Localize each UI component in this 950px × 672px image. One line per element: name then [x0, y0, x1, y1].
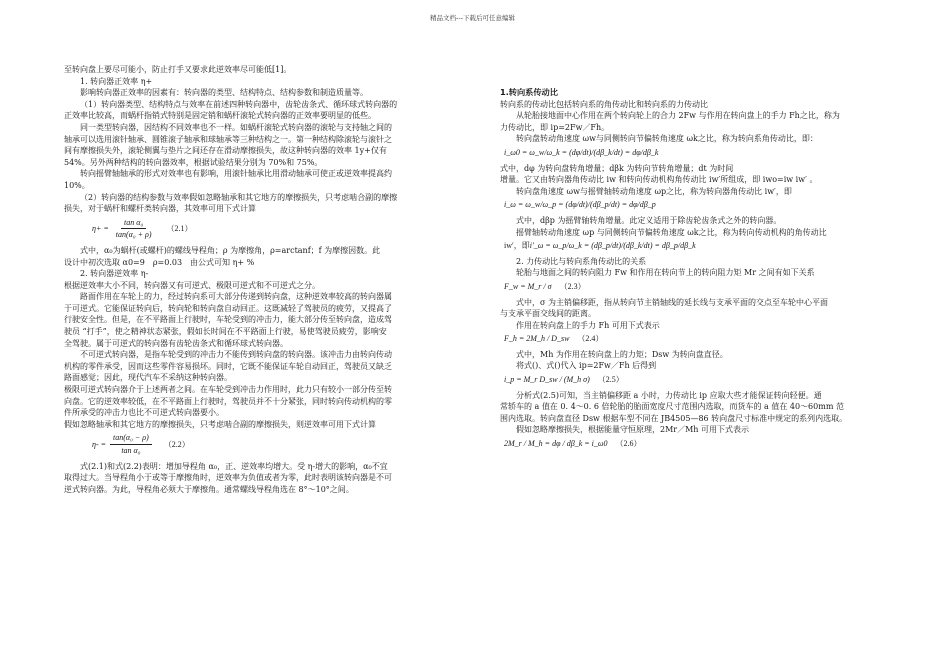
right-paragraph-line: 转向系的传动比包括转向系的角传动比和转向系的力传动比 — [500, 99, 708, 109]
left-paragraph-line: 损失，对于蜗杆和螺杆类转向器，其效率可用下式计算 — [64, 204, 256, 214]
left-paragraph-line: 根据逆效率大小不同，转向器又有可逆式、极限可逆式和不可逆式之分。 — [64, 280, 320, 290]
formula-2-5: i_p = M_r D_sw / (M_h σ) （2.5） — [504, 375, 624, 385]
formula-2-6: 2M_r / M_h = dφ / dβ_k = i_ω0 （2.6） — [504, 439, 642, 449]
left-paragraph-line: 路面感觉；因此，现代汽车不采纳这种转向器。 — [64, 373, 232, 383]
left-paragraph-line: 10%。 — [64, 180, 90, 190]
left-paragraph-line: 间有摩擦损失外，滚轮侧翼与垫片之间还存在滑动摩擦损失，故这种转向器的效率 1y+仅有 — [64, 146, 387, 156]
right-paragraph-line: 将式()、式()代入 ip=2Fw／Fh 后得到 — [516, 361, 657, 371]
right-paragraph-line: 与支承平面交线间的距离。 — [500, 309, 596, 319]
left-paragraph-line: 不可逆式转向器，是指车轮受到的冲击力不能传到转向盘的转向器。该冲击力由转向传动 — [80, 350, 392, 360]
right-paragraph-line: 2. 力传动比与转向系角传动比的关系 — [516, 256, 647, 266]
left-paragraph-line: 路面作用在车轮上的力，经过转向系可大部分传递到转向盘，这种逆效率较高的转向器属 — [80, 292, 392, 302]
right-paragraph-line: 作用在转向盘上的手力 Fh 可用下式表示 — [516, 320, 660, 330]
left-paragraph-line: 影响转向器正效率的因素有：转向器的类型、结构特点、结构参数和制造质量等。 — [80, 88, 368, 98]
left-paragraph-line: 假如忽略轴承和其它地方的摩擦损失，只考虑啮合副的摩擦损失，则逆效率可用下式计算 — [64, 419, 376, 429]
right-paragraph-line: 式中，dβp 为摇臂轴转角增量。此定义适用于除齿轮齿条式之外的转向器。 — [516, 215, 782, 225]
left-paragraph-line: 向盘。它的逆效率较低，在不平路面上行驶时，驾驶员并不十分紧张，同时转向传动机构的零 — [64, 396, 392, 406]
left-paragraph-line: 极限可逆式转向器介于上述两者之间。在车轮受到冲击力作用时，此力只有较小一部分传至转 — [64, 385, 392, 395]
right-paragraph-line: 力传动比，即 ip=2Fw／Fh。 — [500, 122, 610, 132]
formula-2-4: F_h = 2M_h / D_sw （2.4） — [504, 334, 604, 344]
left-paragraph-line: 轴承可以选用滚针轴承、圆锥滚子轴承和球轴承等三种结构之一。第一种结构除滚轮与滚针之 — [64, 134, 392, 144]
left-column — [64, 64, 477, 495]
right-paragraph-line: 轮胎与地面之间的转向阻力 Fw 和作用在转向节上的转向阻力矩 Mr 之间有如下关系 — [516, 268, 815, 278]
right-column — [500, 87, 898, 454]
left-paragraph-line: 式中，α₀为蜗杆(或螺杆)的螺线导程角；ρ 为摩擦角，ρ=arctanf；f 为摩擦因数。此 — [80, 245, 381, 255]
left-paragraph-line: 正效率比较高，而蜗杆指销式特别是固定销和蜗杆滚轮式转向器的正效率要明显的低些。 — [64, 111, 376, 121]
formula-angle-ratio: i_ω0 = ω_w/ω_k = (dφ/dt)/(dβ_k/dt) = dφ/dβ_k — [504, 147, 659, 157]
left-paragraph-line: （1）转向器类型、结构特点与效率在前述四种转向器中，齿轮齿条式、循环球式转向器的 — [80, 99, 398, 109]
page-header: 精品文档---下载后可任意编辑 — [430, 14, 516, 22]
right-paragraph-line: 转向盘转动角速度 ωw与同侧转向节偏转角速度 ωk之比，称为转向系角传动比，即： — [516, 134, 818, 144]
left-paragraph-line: 1. 转向器正效率 η+ — [80, 76, 153, 86]
left-paragraph-line: 取得过大。当导程角小于或等于摩擦角时，逆效率为负值或者为零，此时表明该转向器是不可 — [64, 473, 392, 483]
right-paragraph-line: 转向盘角速度 ωw与摇臂轴转动角速度 ωp之比，称为转向器角传动比 iw′，即 — [516, 186, 792, 196]
left-paragraph-line: 全驾驶。属于可逆式的转向器有齿轮齿条式和循环球式转向器。 — [64, 338, 288, 348]
formula-2-1: η+ = $\frac{\text{tan α₀}}{\text{tan(α₀ + ρ)}}$ （2.1） — [92, 217, 193, 240]
left-paragraph-line: 行驶安全性。但是，在不平路面上行驶时，车轮受到的冲击力，能大部分传至转向盘，造成驾 — [64, 315, 392, 325]
right-paragraph-line: 式中，Mh 为作用在转向盘上的力矩；Dsw 为转向盘直径。 — [516, 349, 728, 359]
formula-gear-angle-ratio: i_ω = ω_w/ω_p = (dφ/dt)/(dβ_p/dt) = dφ/dβ_p — [504, 200, 656, 210]
right-paragraph-line: 式中，dφ 为转向盘转角增量；dβk 为转向节转角增量；dt 为时间 — [500, 163, 734, 173]
right-paragraph-line: 式中，σ 为主销偏移距，指从转向节主销轴线的延长线与支承平面的交点至车轮中心平面 — [516, 297, 828, 307]
left-paragraph-line: 逆式转向器。为此，导程角必须大于摩擦角。通常螺线导程角选在 8°～10°之间。 — [64, 484, 354, 494]
left-paragraph-line: 转向摇臂轴轴承的形式对效率也有影响，用滚针轴承比用滑动轴承可使正或逆效率提高约 — [80, 169, 392, 179]
right-paragraph-line: 常轿车的 a 值在 0. 4～0. 6 倍轮胎的胎面宽度尺寸范围内选取，而货车的 a 值在 40～60mm 范 — [500, 402, 844, 412]
right-paragraph-line: 从轮胎接地面中心作用在两个转向轮上的合力 2Fw 与作用在转向盘上的手力 Fh之比，称为 — [516, 111, 840, 121]
left-paragraph-line: 同一类型转向器，因结构不同效率也不一样。如蜗杆滚轮式转向器的滚轮与支持轴之间的 — [80, 122, 392, 132]
section-heading: 1.转向系传动比 — [500, 87, 558, 97]
right-paragraph-line: 摇臂轴转动角速度 ωp 与同侧转向节偏转角速度 ωk之比，称为转向传动机构的角传动比 — [516, 227, 827, 237]
left-paragraph-line: （2）转向器的结构参数与效率假如忽略轴承和其它地方的摩擦损失，只考虑啮合副的摩擦 — [80, 192, 398, 202]
formula-2-2: η- = $\frac{\text{tan(α₀ − ρ)}}{\text{tan α₀}}$ （2.2） — [92, 433, 190, 455]
left-paragraph-line: 件所承受的冲击力也比不可逆式转向器要小。 — [64, 408, 224, 418]
left-paragraph-line: 机构的零件承受，因而这些零件容易损坏。同时，它既不能保证车轮自动回正，驾驶员又缺乏 — [64, 361, 392, 371]
formula-2-3: F_w = M_r / σ （2.3） — [504, 281, 586, 291]
left-paragraph-line: 式(2.1)和式(2.2)表明：增加导程角 α₀，正、逆效率均增大。受 η-增大的影响，α₀不宜 — [80, 461, 388, 471]
left-paragraph-line: 驶员 “打手”，使之精神状态紧张，假如长时间在不平路面上行驶，易使驾驶员疲劳，影响安 — [64, 327, 387, 337]
left-paragraph-line: 设计中初次选取 α0=9 ρ=0.03 由公式可知 η+ % — [64, 257, 255, 267]
formula-linkage-angle-ratio: iw′，即 i′_ω = ω_p/ω_k = (dβ_p/dt)/(dβ_k/dt) = dβ_p/dβ_k — [504, 241, 696, 251]
right-paragraph-line: 围内选取。转向盘直径 Dsw 根据车型不同在 JB4505—86 转向盘尺寸标准中规定的系列内选取。 — [500, 413, 848, 423]
left-paragraph-line: 54%。另外两种结构的转向器效率，根据试验结果分别为 70%和 75%。 — [64, 157, 323, 167]
left-paragraph-line: 于可逆式。它能保证转向后，转向轮和转向盘自动回正。这既减轻了驾驶员的疲劳，又提高了 — [64, 303, 392, 313]
left-paragraph-line: 至转向盘上要尽可能小，防止打手又要求此逆效率尽可能低[1]。 — [64, 65, 292, 74]
right-paragraph-line: 假如忽略摩擦损失，根据能量守恒原理，2Mr／Mh 可用下式表示 — [516, 425, 749, 435]
right-paragraph-line: 增量。它又由转向器角传动比 iw 和转向传动机构角传动比 iw′所组成，即 iwo=iw iw′ 。 — [500, 175, 818, 185]
left-paragraph-line: 2. 转向器逆效率 η- — [80, 269, 149, 279]
right-paragraph-line: 分析式(2.5)可知，当主销偏移距 a 小时，力传动比 ip 应取大些才能保证转向轻便。通 — [516, 390, 822, 400]
